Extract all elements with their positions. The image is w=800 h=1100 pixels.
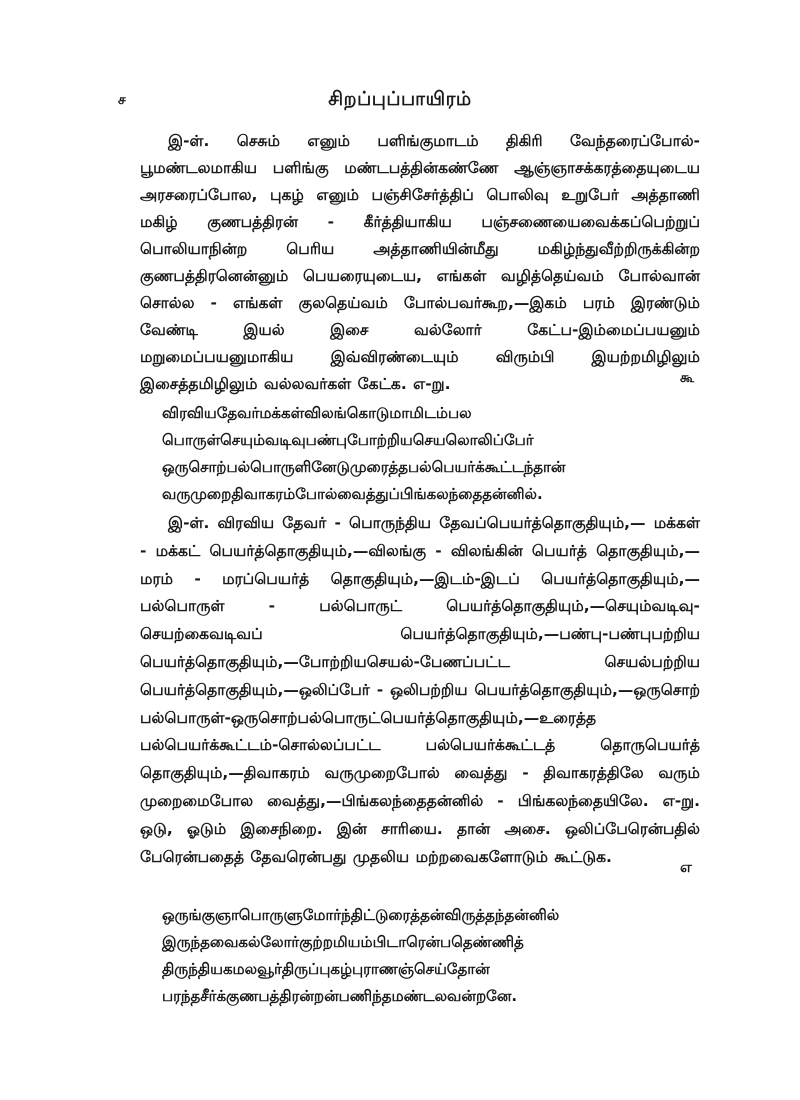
verse-line: பொருள்செயும்வடிவுபண்புபோற்றியசெயலொலிப்பேர் [162, 431, 534, 449]
margin-marker-2: எ [680, 858, 692, 876]
verse-line: திருந்தியகமலவூர்திருப்புகழ்புராணஞ்செய்தோன் [162, 960, 490, 978]
verse-line: வருமுறைதிவாகரம்போல்வைத்துப்பிங்கலந்தைதன்னில். [162, 485, 543, 503]
verse-line: ஒருசொற்பல்பொருளினேடுமுரைத்தபல்பெயர்க்கூட்டந்தான் [162, 458, 566, 476]
verse-block-2 [162, 902, 722, 1010]
page-title: சிறப்புப்பாயிரம் [328, 88, 472, 110]
verse-block-1 [162, 400, 722, 508]
verse-line: இருந்தவைகல்லோர்குற்றமியம்பிடாரென்பதெண்ணித் [162, 933, 524, 951]
verse-line: விரவியதேவர்மக்கள்விலங்கொடுமாமிடம்பல [162, 404, 472, 422]
commentary-paragraph-2: இ-ள். விரவிய தேவர் - பொருந்திய தேவப்பெயர்த்தொகுதியும்,— மக்கள் - மக்கட் பெயர்த்தொகுதியும்,—விலங்கு - விலங்கின் பெயர்த் தொகுதியும்,—மரம் - மரப்பெயர்த் தொகுதியும்,—இடம்-இடப் பெயர்த்தொகுதியும்,—பல்பொருள் - பல்பொருட் பெயர்த்தொகுதியும்,—செயும்வடிவு-செயற்கைவடிவப் பெயர்த்தொகுதியும்,—பண்பு-பண்புபற்றிய பெயர்த்தொகுதியும்,—போற்றியசெயல்-பேணப்பட்ட செயல்பற்றிய பெயர்த்தொகுதியும்,—ஒலிப்பேர் - ஒலிபற்றிய பெயர்த்தொகுதியும்,—ஒருசொற் பல்பொருள்-ஒருசொற்பல்பொருட்பெயர்த்தொகுதியும்,—உரைத்த பல்பெயர்க்கூட்டம்-சொல்லப்பட்ட பல்பெயர்க்கூட்டத் தொருபெயர்த் தொகுதியும்,—திவாகரம் வருமுறைபோல் வைத்து - திவாகரத்திலே வரும் முறைமைபோல வைத்து,—பிங்கலந்தைதன்னில் - பிங்கலந்தையிலே. எ-று. ஒடு, ஓடும் இசைநிறை. இன் சாரியை. தான் அசை. ஒலிப்பேரென்பதில் பேரென்பதைத் தேவரென்பது முதலிய மற்றவைகளோடும் கூட்டுக. [140, 514, 700, 866]
page-number: ச [118, 92, 126, 108]
verse-line: பரந்தசீர்க்குணபத்திரன்றன்பணிந்தமண்டலவன்றனே. [162, 987, 518, 1005]
margin-marker-1: கூ [680, 370, 695, 386]
verse-line: ஒருங்குஞாபொருளுமோர்ந்திட்டுரைத்தன்விருத்தந்தன்னில் [162, 906, 560, 924]
commentary-paragraph-1: இ-ள். செசும் எனும் பளிங்குமாடம் திகிரி வேந்தரைப்போல்-பூமண்டலமாகிய பளிங்கு மண்டபத்தின்கண்ணே ஆஞ்ஞாசக்கரத்தையுடைய அரசரைப்போல, புகழ் எனும் பஞ்சிசேர்த்திப் பொலிவு உறுபேர் அத்தாணி மகிழ் குணபத்திரன் - கீர்த்தியாகிய பஞ்சணையைவைக்கப்பெற்றுப் பொலியாநின்ற பெரிய அத்தாணியின்மீது மகிழ்ந்துவீற்றிருக்கின்ற குணபத்திரனென்னும் பெயரையுடைய, எங்கள் வழித்தெய்வம் போல்வான் சொல்ல - எங்கள் குலதெய்வம் போல்பவர்கூற,—இகம் பரம் இரண்டும் வேண்டி இயல் இசை வல்லோர் கேட்ப-இம்மைப்பயனும் மறுமைப்பயனுமாகிய இவ்விரண்டையும் விரும்பி இயற்றமிழிலும் இசைத்தமிழிலும் வல்லவர்கள் கேட்க. எ-று. [140, 132, 700, 393]
